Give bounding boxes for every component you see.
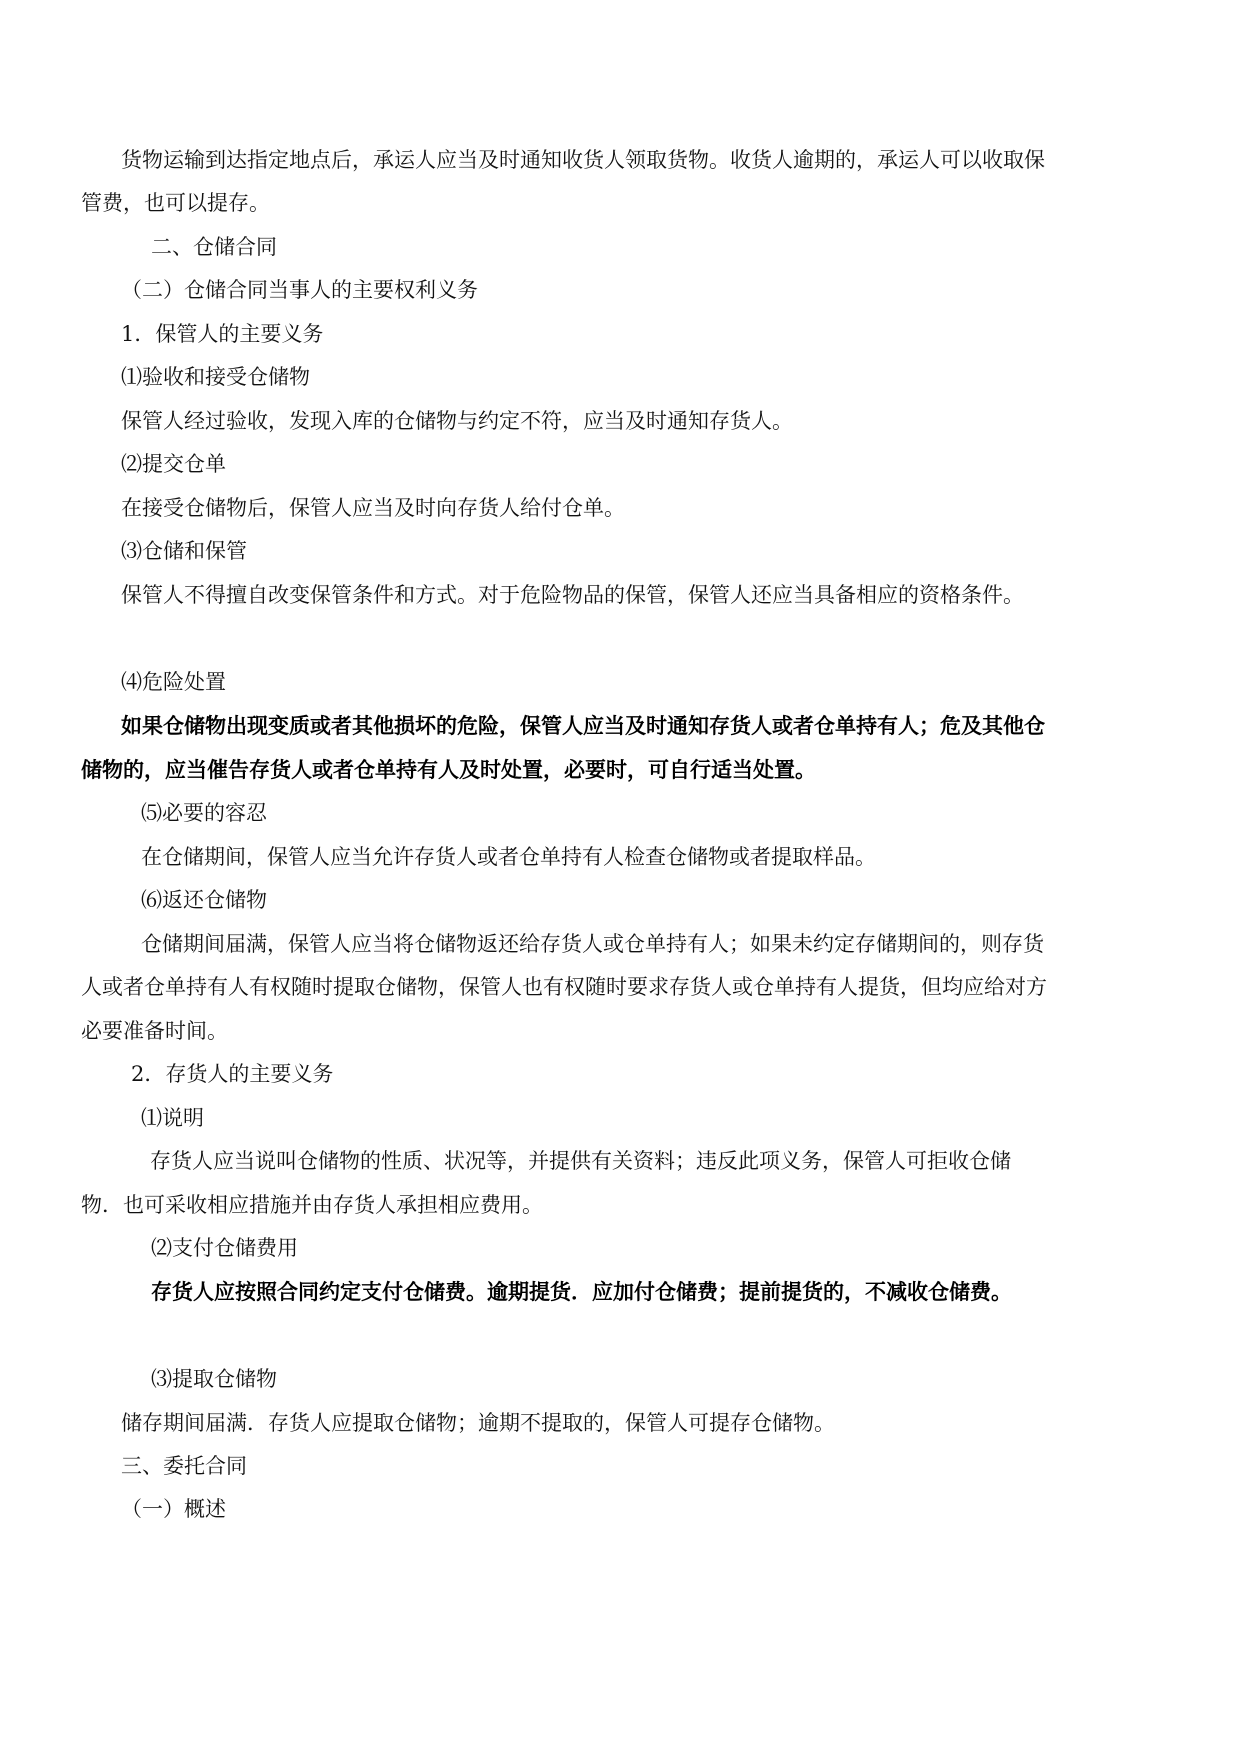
item-title: ⑵支付仓储费用	[151, 1236, 298, 1260]
item-title: ⑸必要的容忍	[141, 801, 267, 825]
paragraph-line: 货物运输到达指定地点后，承运人应当及时通知收货人领取货物。收货人逾期的，承运人可以收取保	[121, 148, 1045, 172]
paragraph-line: 保管人不得擅自改变保管条件和方式。对于危险物品的保管，保管人还应当具备相应的资格条件。	[121, 583, 1024, 607]
paragraph-line: 在仓储期间，保管人应当允许存货人或者仓单持有人检查仓储物或者提取样品。	[141, 845, 876, 869]
subsection-heading: （一）概述	[121, 1497, 226, 1521]
item-title: ⑴说明	[141, 1106, 204, 1130]
paragraph-line: 管费，也可以提存。	[81, 191, 270, 215]
item-title: ⑹返还仓储物	[141, 888, 267, 912]
paragraph-line: 仓储期间届满，保管人应当将仓储物返还给存货人或仓单持有人；如果未约定存储期间的，则存货	[141, 932, 1044, 956]
paragraph-line: 储存期间届满．存货人应提取仓储物；逾期不提取的，保管人可提存仓储物。	[121, 1411, 835, 1435]
section-heading: 二、仓储合同	[151, 235, 277, 259]
paragraph-line: 人或者仓单持有人有权随时提取仓储物，保管人也有权随时要求存货人或仓单持有人提货，但均应给对方	[81, 975, 1047, 999]
section-heading: 三、委托合同	[121, 1454, 247, 1478]
paragraph-line: 保管人经过验收，发现入库的仓储物与约定不符，应当及时通知存货人。	[121, 409, 793, 433]
paragraph-line: 在接受仓储物后，保管人应当及时向存货人给付仓单。	[121, 496, 625, 520]
bold-paragraph-line: 如果仓储物出现变质或者其他损坏的危险，保管人应当及时通知存货人或者仓单持有人；危及其他仓	[121, 714, 1045, 738]
item-title: ⑴验收和接受仓储物	[121, 365, 310, 389]
item-heading: 1．保管人的主要义务	[121, 322, 324, 346]
item-title: ⑶仓储和保管	[121, 539, 247, 563]
paragraph-line: 存货人应当说叫仓储物的性质、状况等，并提供有关资料；违反此项义务，保管人可拒收仓储	[150, 1149, 1011, 1173]
paragraph-line: 必要准备时间。	[81, 1019, 228, 1043]
item-heading: 2．存货人的主要义务	[131, 1062, 334, 1086]
paragraph-line: 物．也可采收相应措施并由存货人承担相应费用。	[81, 1193, 543, 1217]
bold-paragraph-line: 储物的，应当催告存货人或者仓单持有人及时处置，必要时，可自行适当处置。	[81, 758, 816, 782]
item-title: ⑷危险处置	[121, 670, 226, 694]
item-title: ⑶提取仓储物	[151, 1367, 277, 1391]
bold-paragraph-line: 存货人应按照合同约定支付仓储费。逾期提货．应加付仓储费；提前提货的，不减收仓储费。	[151, 1280, 1012, 1304]
subsection-heading: （二）仓储合同当事人的主要权利义务	[121, 278, 478, 302]
item-title: ⑵提交仓单	[121, 452, 226, 476]
